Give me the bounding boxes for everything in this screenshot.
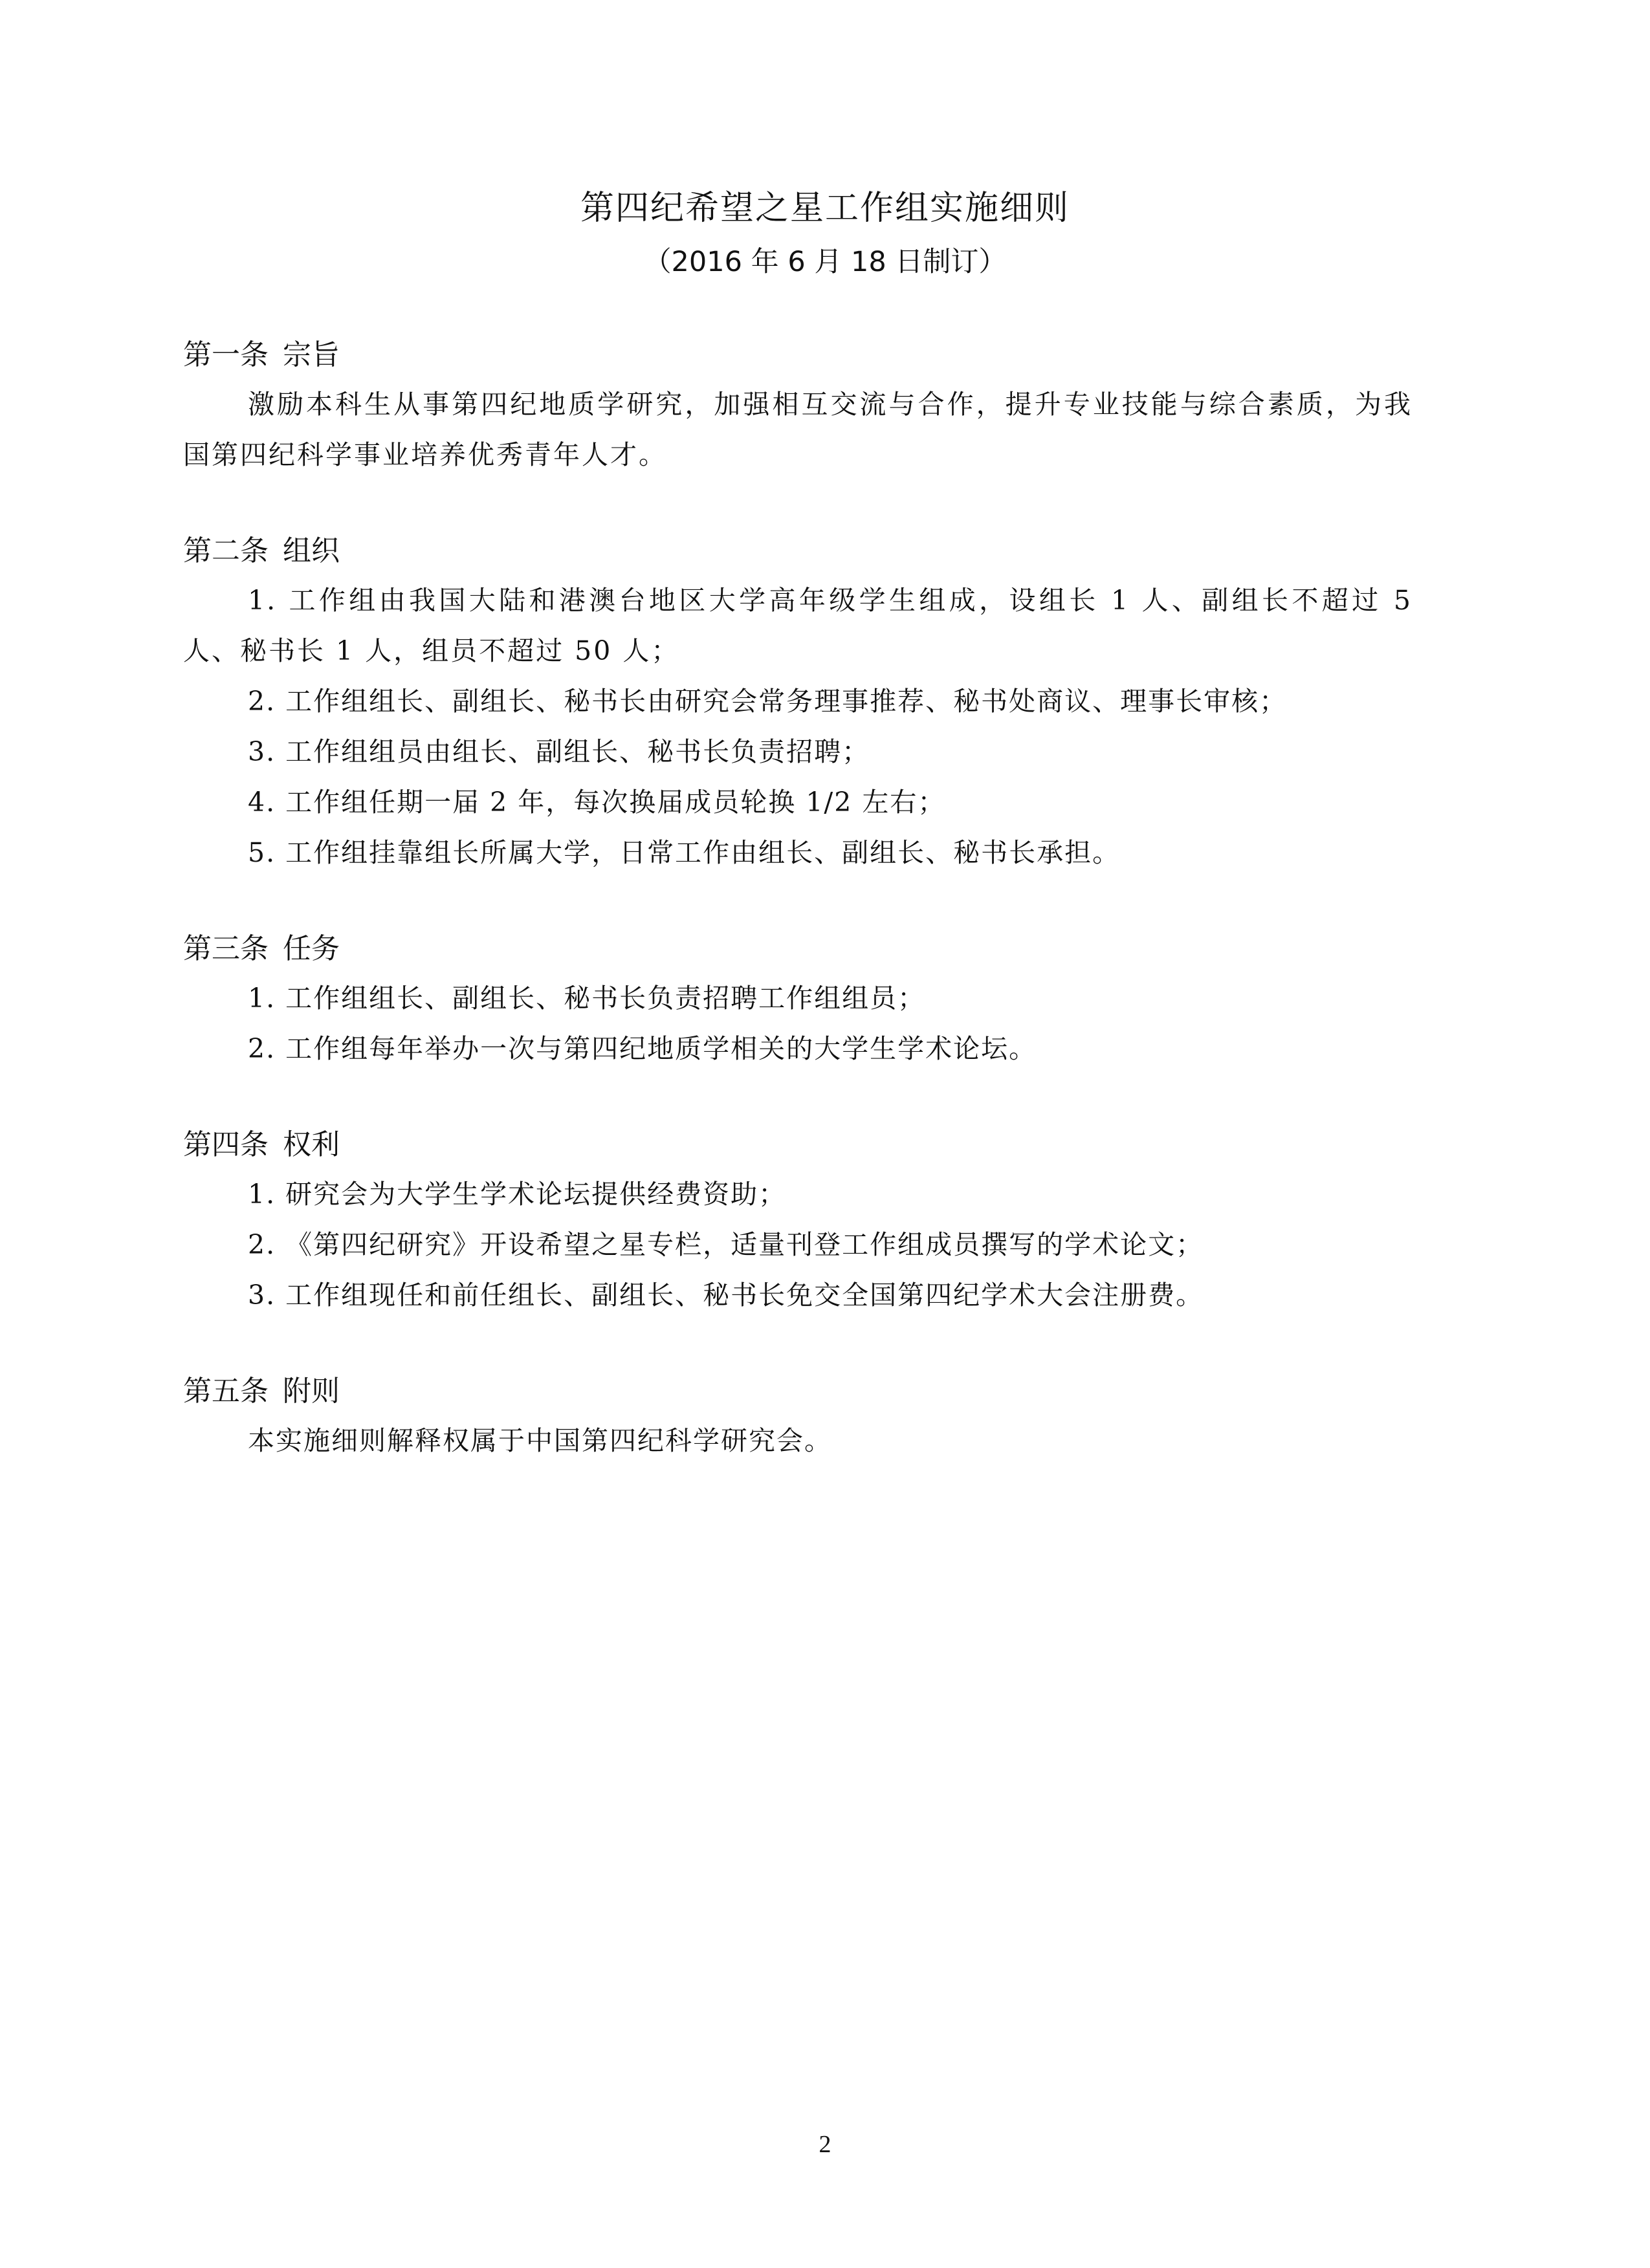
article-name: 附则 [283,1375,340,1408]
article-item: 5. 工作组挂靠组长所属大学，日常工作由组长、副组长、秘书长承担。 [248,837,1121,868]
article-name: 任务 [283,932,340,965]
article-item: 3. 工作组现任和前任组长、副组长、秘书长免交全国第四纪学术大会注册费。 [248,1280,1204,1311]
document-title: 第四纪希望之星工作组实施细则 [580,189,1070,228]
article-number: 第三条 [183,932,269,965]
article-1 [183,331,1413,480]
article-number: 第五条 [183,1375,269,1408]
article-heading [183,1121,1413,1169]
article-4 [183,1121,1413,1320]
article-item: 3. 工作组组员由组长、副组长、秘书长负责招聘； [248,736,870,767]
article-number: 第四条 [183,1128,269,1161]
article-2 [183,527,1413,878]
article-heading [183,925,1413,973]
article-3 [183,925,1413,1074]
article-name: 组织 [283,534,340,567]
article-item: 2. 工作组组长、副组长、秘书长由研究会常务理事推荐、秘书处商议、理事长审核； [248,686,1288,717]
article-number: 第二条 [183,534,269,567]
article-item: 2. 《第四纪研究》开设希望之星专栏，适量刊登工作组成员撰写的学术论文； [248,1229,1204,1260]
article-paragraph: 本实施细则解释权属于中国第四纪科学研究会。 [248,1425,832,1456]
article-item: 1. 工作组组长、副组长、秘书长负责招聘工作组组员； [248,983,926,1014]
article-heading [183,1368,1413,1415]
document-body [183,331,1413,1513]
article-5 [183,1368,1413,1466]
article-paragraph: 激励本科生从事第四纪地质学研究，加强相互交流与合作，提升专业技能与综合素质，为我国第四纪科学事业培养优秀青年人才。 [183,389,1413,470]
article-heading [183,527,1413,575]
article-heading [183,331,1413,379]
document-subtitle: （2016 年 6 月 18 日制订） [643,246,1007,278]
article-item: 1. 研究会为大学生学术论坛提供经费资助； [248,1179,787,1210]
page-number: 2 [819,2131,831,2158]
article-item: 2. 工作组每年举办一次与第四纪地质学相关的大学生学术论坛。 [248,1033,1037,1064]
article-name: 宗旨 [283,338,340,371]
article-name: 权利 [283,1128,340,1161]
article-number: 第一条 [183,338,269,371]
article-item: 1. 工作组由我国大陆和港澳台地区大学高年级学生组成，设组长 1 人、副组长不超过 5 人、秘书长 1 人，组员不超过 50 人； [183,585,1413,666]
article-item: 4. 工作组任期一届 2 年，每次换届成员轮换 1/2 左右； [248,787,946,818]
